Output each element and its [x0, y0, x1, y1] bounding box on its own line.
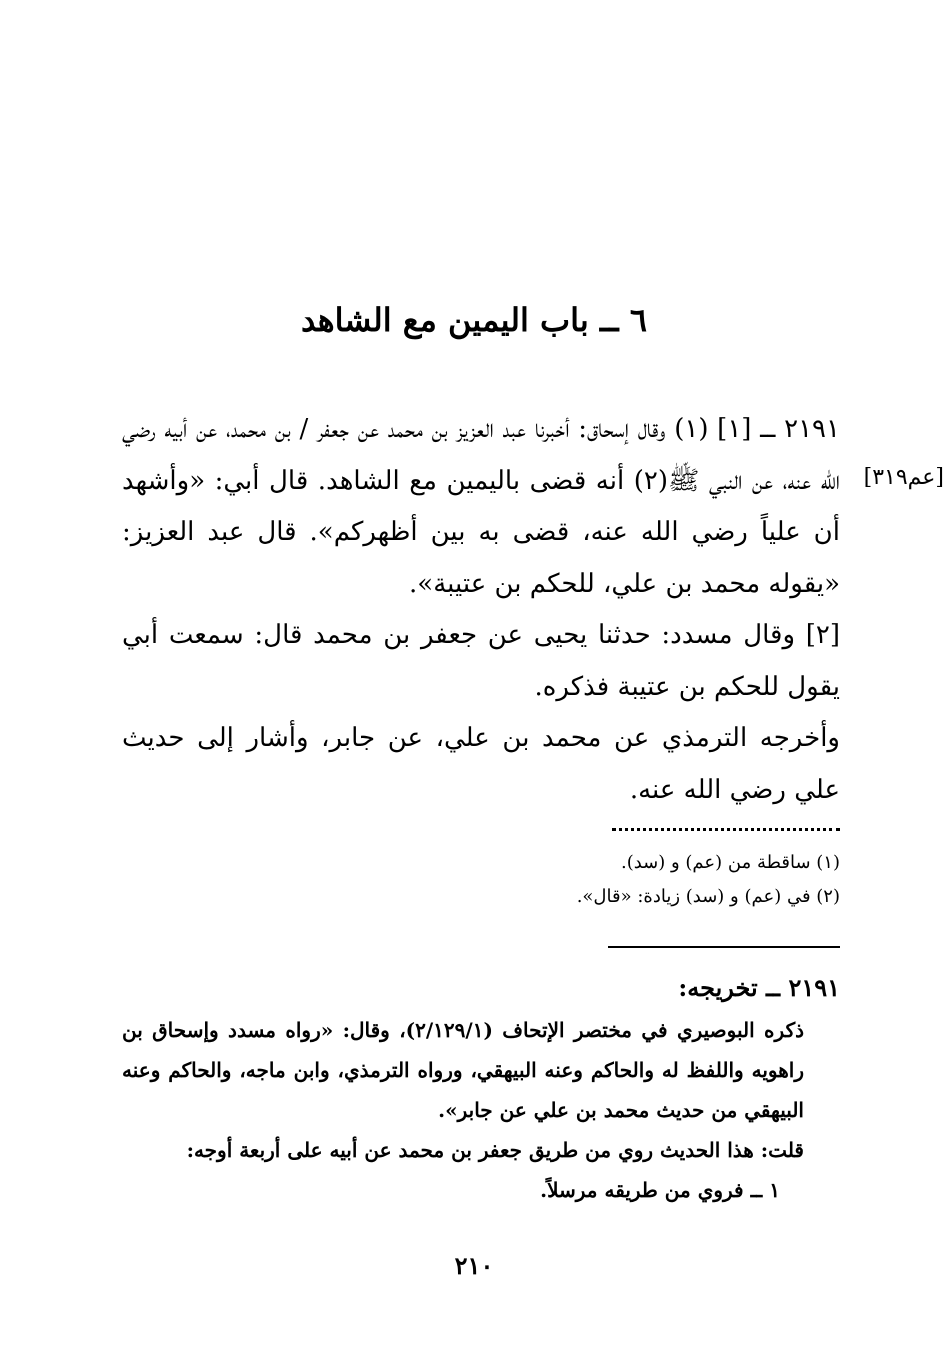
- takhrij-heading: ٢١٩١ ــ تخريجه:: [678, 973, 840, 1002]
- hadith-text: [122, 404, 840, 816]
- hadith-paragraph-3: وأخرجه الترمذي عن محمد بن علي، عن جابر، وأشار إلى حديث علي رضي الله عنه.: [122, 723, 840, 805]
- hadith-paragraph-2: [٢] وقال مسدد: حدثنا يحيى عن جعفر بن محمد قال: سمعت أبي يقول للحكم بن عتيبة فذكره.: [122, 620, 840, 702]
- page-number: ٢١٠: [454, 1251, 494, 1280]
- footnotes: [300, 846, 840, 914]
- takhrij-line-3: ١ ــ فروي من طريقه مرسلاً.: [540, 1178, 780, 1202]
- section-divider: [608, 946, 840, 948]
- footnote-2: (٢) في (عم) و (سد) زيادة: «قال».: [576, 886, 840, 907]
- footnote-1: (١) ساقطة من (عم) و (سد).: [620, 852, 840, 873]
- hadith-paragraph-1: ٢١٩١ ــ [١] (١) وقال إسحاق: أخبرنا عبد العزيز بن محمد عن جعفر / بن محمد، عن أبيه رضي الله عنه، عن النبي ﷺ(٢) أنه قضى باليمين مع الشاهد. قال أبي: «وأشهد أن علياً رضي الله عنه، قضى به بين أظهركم». قال عبد العزيز: «يقوله محمد بن علي، للحكم بن عتيبة».: [122, 414, 840, 599]
- chapter-title: ٦ ــ باب اليمين مع الشاهد: [300, 301, 647, 339]
- takhrij-line-1: ذكره البوصيري في مختصر الإتحاف (٢/١٢٩/١)، وقال: «رواه مسدد وإسحاق بن راهويه واللفظ له والحاكم وعنه البيهقي، ورواه الترمذي، وابن ماجه، والحاكم وعنه البيهقي من حديث محمد بن علي عن جابر».: [122, 1018, 804, 1122]
- takhrij-section: [122, 966, 840, 1210]
- takhrij-line-2: قلت: هذا الحديث روي من طريق جعفر بن محمد عن أبيه على أربعة أوجه:: [186, 1138, 804, 1162]
- footnote-separator: [612, 818, 840, 831]
- side-reference: [عم٣١٩]: [863, 465, 944, 490]
